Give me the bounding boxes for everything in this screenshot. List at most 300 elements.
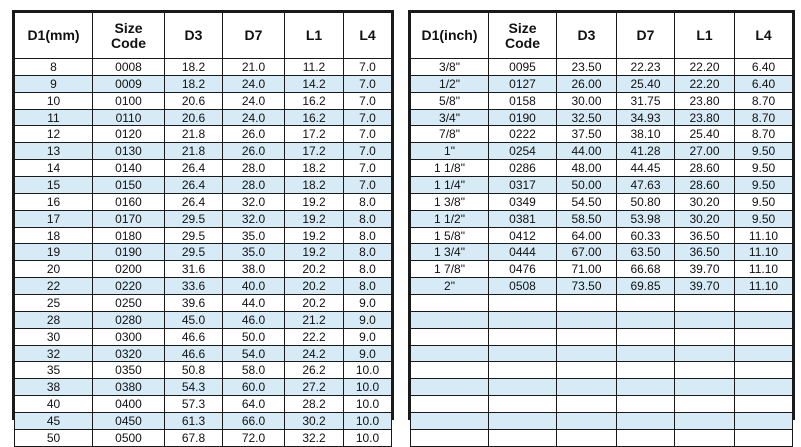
metric-cell: 7.0 [344, 92, 392, 109]
inch-cell: 0412 [489, 227, 557, 244]
metric-cell: 9.0 [344, 345, 392, 362]
inch-header-2: D3 [557, 13, 617, 59]
inch-cell [557, 295, 617, 312]
inch-cell [557, 379, 617, 396]
metric-cell: 13 [15, 143, 93, 160]
metric-cell: 17 [15, 210, 93, 227]
metric-cell: 9 [15, 75, 93, 92]
inch-cell: 1 1/4" [411, 177, 489, 194]
inch-cell: 1 5/8" [411, 227, 489, 244]
metric-cell: 24.0 [223, 109, 285, 126]
inch-cell: 23.80 [675, 92, 735, 109]
inch-cell: 0349 [489, 193, 557, 210]
inch-cell [617, 396, 675, 413]
metric-cell: 19.2 [285, 193, 344, 210]
table-row [15, 227, 392, 244]
inch-cell [675, 362, 735, 379]
inch-cell: 64.00 [557, 227, 617, 244]
metric-cell: 28.2 [285, 396, 344, 413]
metric-cell: 7.0 [344, 59, 392, 76]
metric-cell: 21.8 [165, 143, 223, 160]
metric-cell: 20 [15, 261, 93, 278]
metric-cell: 0190 [93, 244, 165, 261]
metric-cell: 0380 [93, 379, 165, 396]
inch-cell [735, 429, 793, 446]
metric-cell: 14.2 [285, 75, 344, 92]
table-row [15, 379, 392, 396]
inch-cell: 37.50 [557, 126, 617, 143]
metric-cell: 21.2 [285, 311, 344, 328]
table-row [15, 413, 392, 430]
inch-cell: 11.10 [735, 278, 793, 295]
inch-header-0: D1(inch) [411, 13, 489, 59]
metric-cell: 50.0 [223, 328, 285, 345]
metric-cell: 26.4 [165, 177, 223, 194]
metric-cell: 28 [15, 311, 93, 328]
inch-cell: 6.40 [735, 59, 793, 76]
metric-cell: 8 [15, 59, 93, 76]
metric-cell: 0320 [93, 345, 165, 362]
metric-cell: 14 [15, 160, 93, 177]
metric-header-3: D7 [223, 13, 285, 59]
inch-cell [735, 295, 793, 312]
metric-cell: 18.2 [285, 177, 344, 194]
metric-cell: 9.0 [344, 295, 392, 312]
inch-cell: 36.50 [675, 244, 735, 261]
metric-cell: 45 [15, 413, 93, 430]
inch-cell: 39.70 [675, 261, 735, 278]
metric-cell: 20.2 [285, 261, 344, 278]
inch-cell: 5/8" [411, 92, 489, 109]
metric-cell: 0130 [93, 143, 165, 160]
metric-cell: 10.0 [344, 362, 392, 379]
metric-cell: 57.3 [165, 396, 223, 413]
metric-cell: 8.0 [344, 261, 392, 278]
inch-cell: 0222 [489, 126, 557, 143]
inch-cell [557, 396, 617, 413]
metric-cell: 11 [15, 109, 93, 126]
metric-cell: 25 [15, 295, 93, 312]
inch-cell: 44.00 [557, 143, 617, 160]
metric-cell: 9.0 [344, 311, 392, 328]
metric-cell: 28.0 [223, 160, 285, 177]
metric-cell: 8.0 [344, 193, 392, 210]
metric-cell: 30.2 [285, 413, 344, 430]
table-row [411, 362, 793, 379]
metric-size-table [14, 12, 392, 447]
table-row [411, 193, 793, 210]
inch-cell [735, 311, 793, 328]
metric-cell: 54.0 [223, 345, 285, 362]
table-row [411, 429, 793, 446]
metric-cell: 35.0 [223, 227, 285, 244]
metric-cell: 33.6 [165, 278, 223, 295]
inch-cell: 47.63 [617, 177, 675, 194]
inch-size-table-frame [408, 10, 795, 420]
metric-cell: 16 [15, 193, 93, 210]
inch-cell: 69.85 [617, 278, 675, 295]
inch-cell [675, 295, 735, 312]
inch-cell [411, 295, 489, 312]
inch-cell: 58.50 [557, 210, 617, 227]
metric-table-header-row [15, 13, 392, 59]
metric-cell: 0280 [93, 311, 165, 328]
metric-cell: 26.0 [223, 143, 285, 160]
inch-cell [411, 429, 489, 446]
inch-cell: 31.75 [617, 92, 675, 109]
inch-cell [617, 362, 675, 379]
inch-cell [557, 328, 617, 345]
table-row [411, 261, 793, 278]
inch-cell [411, 413, 489, 430]
inch-size-table [410, 12, 793, 447]
inch-cell: 1 3/8" [411, 193, 489, 210]
metric-cell: 7.0 [344, 160, 392, 177]
metric-cell: 0170 [93, 210, 165, 227]
inch-cell: 1 1/2" [411, 210, 489, 227]
table-row [411, 210, 793, 227]
table-row [411, 396, 793, 413]
inch-cell: 60.33 [617, 227, 675, 244]
inch-cell [617, 345, 675, 362]
metric-header-1: Size Code [93, 13, 165, 59]
inch-cell [735, 328, 793, 345]
metric-cell: 64.0 [223, 396, 285, 413]
table-row [15, 143, 392, 160]
inch-cell: 30.20 [675, 193, 735, 210]
metric-cell: 12 [15, 126, 93, 143]
inch-cell: 11.10 [735, 244, 793, 261]
inch-cell [411, 379, 489, 396]
metric-cell: 40 [15, 396, 93, 413]
metric-cell: 0400 [93, 396, 165, 413]
inch-cell [489, 396, 557, 413]
table-row [15, 210, 392, 227]
inch-cell [617, 295, 675, 312]
metric-cell: 0008 [93, 59, 165, 76]
inch-cell: 11.10 [735, 227, 793, 244]
metric-cell: 0450 [93, 413, 165, 430]
metric-cell: 10.0 [344, 379, 392, 396]
metric-cell: 8.0 [344, 227, 392, 244]
inch-cell: 73.50 [557, 278, 617, 295]
table-row [411, 295, 793, 312]
inch-cell: 32.50 [557, 109, 617, 126]
inch-cell: 3/4" [411, 109, 489, 126]
inch-cell: 30.00 [557, 92, 617, 109]
metric-cell: 67.8 [165, 429, 223, 446]
inch-cell [675, 396, 735, 413]
inch-cell: 44.45 [617, 160, 675, 177]
metric-cell: 15 [15, 177, 93, 194]
metric-cell: 24.0 [223, 92, 285, 109]
metric-header-4: L1 [285, 13, 344, 59]
table-row [411, 92, 793, 109]
metric-cell: 8.0 [344, 244, 392, 261]
inch-cell [411, 311, 489, 328]
metric-cell: 0110 [93, 109, 165, 126]
inch-cell [489, 362, 557, 379]
metric-cell: 32 [15, 345, 93, 362]
inch-cell: 36.50 [675, 227, 735, 244]
metric-cell: 0150 [93, 177, 165, 194]
inch-cell: 9.50 [735, 177, 793, 194]
inch-cell [411, 345, 489, 362]
metric-cell: 20.2 [285, 295, 344, 312]
metric-cell: 10.0 [344, 429, 392, 446]
metric-cell: 11.2 [285, 59, 344, 76]
metric-cell: 17.2 [285, 126, 344, 143]
metric-cell: 26.4 [165, 160, 223, 177]
inch-cell [675, 345, 735, 362]
inch-cell: 3/8" [411, 59, 489, 76]
metric-cell: 8.0 [344, 278, 392, 295]
inch-cell: 0286 [489, 160, 557, 177]
metric-cell: 0160 [93, 193, 165, 210]
metric-cell: 28.0 [223, 177, 285, 194]
inch-cell: 9.50 [735, 193, 793, 210]
metric-cell: 38 [15, 379, 93, 396]
inch-cell [489, 295, 557, 312]
metric-cell: 19.2 [285, 210, 344, 227]
metric-cell: 0009 [93, 75, 165, 92]
inch-cell: 0508 [489, 278, 557, 295]
metric-cell: 10.0 [344, 413, 392, 430]
metric-cell: 20.6 [165, 109, 223, 126]
metric-cell: 32.2 [285, 429, 344, 446]
metric-cell: 7.0 [344, 177, 392, 194]
metric-cell: 0350 [93, 362, 165, 379]
inch-cell: 0095 [489, 59, 557, 76]
metric-cell: 18.2 [165, 59, 223, 76]
inch-cell [617, 328, 675, 345]
inch-cell: 11.10 [735, 261, 793, 278]
inch-cell: 0317 [489, 177, 557, 194]
table-row [15, 261, 392, 278]
table-row [15, 193, 392, 210]
metric-cell: 8.0 [344, 210, 392, 227]
inch-cell [735, 413, 793, 430]
inch-cell: 41.28 [617, 143, 675, 160]
inch-cell: 71.00 [557, 261, 617, 278]
metric-cell: 46.0 [223, 311, 285, 328]
metric-cell: 0220 [93, 278, 165, 295]
inch-cell: 1" [411, 143, 489, 160]
inch-cell: 9.50 [735, 160, 793, 177]
inch-cell [489, 345, 557, 362]
inch-header-4: L1 [675, 13, 735, 59]
table-row [411, 227, 793, 244]
inch-cell [411, 328, 489, 345]
inch-cell [557, 345, 617, 362]
inch-cell: 66.68 [617, 261, 675, 278]
inch-cell [557, 413, 617, 430]
metric-cell: 31.6 [165, 261, 223, 278]
metric-cell: 45.0 [165, 311, 223, 328]
inch-cell: 25.40 [675, 126, 735, 143]
inch-cell: 25.40 [617, 75, 675, 92]
metric-cell: 54.3 [165, 379, 223, 396]
metric-cell: 32.0 [223, 210, 285, 227]
inch-cell: 67.00 [557, 244, 617, 261]
metric-header-0: D1(mm) [15, 13, 93, 59]
metric-cell: 16.2 [285, 92, 344, 109]
inch-cell: 39.70 [675, 278, 735, 295]
inch-cell [675, 379, 735, 396]
metric-cell: 72.0 [223, 429, 285, 446]
inch-cell: 53.98 [617, 210, 675, 227]
table-row [411, 328, 793, 345]
metric-cell: 50.8 [165, 362, 223, 379]
inch-cell [489, 379, 557, 396]
metric-cell: 0250 [93, 295, 165, 312]
metric-cell: 46.6 [165, 328, 223, 345]
table-row [15, 345, 392, 362]
table-row [15, 396, 392, 413]
inch-cell: 1 1/8" [411, 160, 489, 177]
inch-cell [489, 413, 557, 430]
metric-cell: 35.0 [223, 244, 285, 261]
metric-cell: 19.2 [285, 244, 344, 261]
inch-cell: 22.20 [675, 59, 735, 76]
metric-cell: 39.6 [165, 295, 223, 312]
metric-cell: 40.0 [223, 278, 285, 295]
table-row [411, 177, 793, 194]
inch-cell [735, 379, 793, 396]
inch-cell [489, 429, 557, 446]
inch-cell: 0476 [489, 261, 557, 278]
metric-header-5: L4 [344, 13, 392, 59]
inch-cell: 0254 [489, 143, 557, 160]
table-row [411, 311, 793, 328]
inch-cell: 9.50 [735, 143, 793, 160]
metric-cell: 20.6 [165, 92, 223, 109]
table-row [15, 328, 392, 345]
inch-cell: 8.70 [735, 126, 793, 143]
table-row [411, 379, 793, 396]
inch-cell [617, 311, 675, 328]
inch-cell: 6.40 [735, 75, 793, 92]
inch-cell [617, 379, 675, 396]
inch-cell: 0381 [489, 210, 557, 227]
metric-table-body [15, 59, 392, 447]
metric-cell: 30 [15, 328, 93, 345]
metric-cell: 35 [15, 362, 93, 379]
inch-header-3: D7 [617, 13, 675, 59]
inch-cell [675, 429, 735, 446]
metric-cell: 0140 [93, 160, 165, 177]
inch-cell: 1/2" [411, 75, 489, 92]
metric-header-2: D3 [165, 13, 223, 59]
table-row [15, 109, 392, 126]
inch-header-1: Size Code [489, 13, 557, 59]
table-row [15, 92, 392, 109]
inch-cell [557, 429, 617, 446]
inch-cell: 48.00 [557, 160, 617, 177]
table-row [411, 160, 793, 177]
table-row [15, 278, 392, 295]
metric-cell: 0180 [93, 227, 165, 244]
inch-cell: 1 3/4" [411, 244, 489, 261]
inch-cell [489, 328, 557, 345]
table-row [15, 362, 392, 379]
table-row [411, 413, 793, 430]
metric-cell: 61.3 [165, 413, 223, 430]
inch-cell: 2" [411, 278, 489, 295]
table-row [411, 278, 793, 295]
inch-table-body [411, 59, 793, 447]
metric-cell: 26.4 [165, 193, 223, 210]
metric-cell: 9.0 [344, 328, 392, 345]
metric-cell: 21.0 [223, 59, 285, 76]
inch-cell [675, 328, 735, 345]
metric-cell: 18.2 [285, 160, 344, 177]
table-row [411, 126, 793, 143]
metric-cell: 7.0 [344, 109, 392, 126]
inch-cell [617, 413, 675, 430]
inch-cell: 26.00 [557, 75, 617, 92]
metric-cell: 32.0 [223, 193, 285, 210]
inch-header-5: L4 [735, 13, 793, 59]
inch-cell: 0158 [489, 92, 557, 109]
metric-cell: 17.2 [285, 143, 344, 160]
inch-cell: 30.20 [675, 210, 735, 227]
inch-cell: 50.00 [557, 177, 617, 194]
metric-cell: 10.0 [344, 396, 392, 413]
metric-cell: 26.2 [285, 362, 344, 379]
table-row [15, 126, 392, 143]
inch-cell [735, 362, 793, 379]
inch-cell [489, 311, 557, 328]
table-row [411, 244, 793, 261]
table-row [15, 59, 392, 76]
metric-cell: 22 [15, 278, 93, 295]
metric-cell: 7.0 [344, 75, 392, 92]
inch-cell: 0190 [489, 109, 557, 126]
table-row [15, 177, 392, 194]
inch-cell [617, 429, 675, 446]
table-row [15, 160, 392, 177]
table-row [411, 109, 793, 126]
metric-cell: 18 [15, 227, 93, 244]
metric-cell: 19.2 [285, 227, 344, 244]
metric-cell: 24.0 [223, 75, 285, 92]
inch-cell [675, 413, 735, 430]
metric-cell: 29.5 [165, 244, 223, 261]
inch-cell: 7/8" [411, 126, 489, 143]
metric-cell: 16.2 [285, 109, 344, 126]
inch-table-header-row [411, 13, 793, 59]
table-row [15, 244, 392, 261]
inch-cell [735, 345, 793, 362]
inch-cell: 8.70 [735, 92, 793, 109]
table-row [411, 75, 793, 92]
table-row [15, 311, 392, 328]
inch-cell: 1 7/8" [411, 261, 489, 278]
metric-cell: 27.2 [285, 379, 344, 396]
table-row [15, 295, 392, 312]
table-row [411, 59, 793, 76]
metric-cell: 0200 [93, 261, 165, 278]
metric-cell: 7.0 [344, 126, 392, 143]
inch-cell: 9.50 [735, 210, 793, 227]
metric-cell: 24.2 [285, 345, 344, 362]
metric-cell: 0500 [93, 429, 165, 446]
metric-cell: 50 [15, 429, 93, 446]
metric-cell: 58.0 [223, 362, 285, 379]
table-row [15, 75, 392, 92]
inch-cell: 0127 [489, 75, 557, 92]
